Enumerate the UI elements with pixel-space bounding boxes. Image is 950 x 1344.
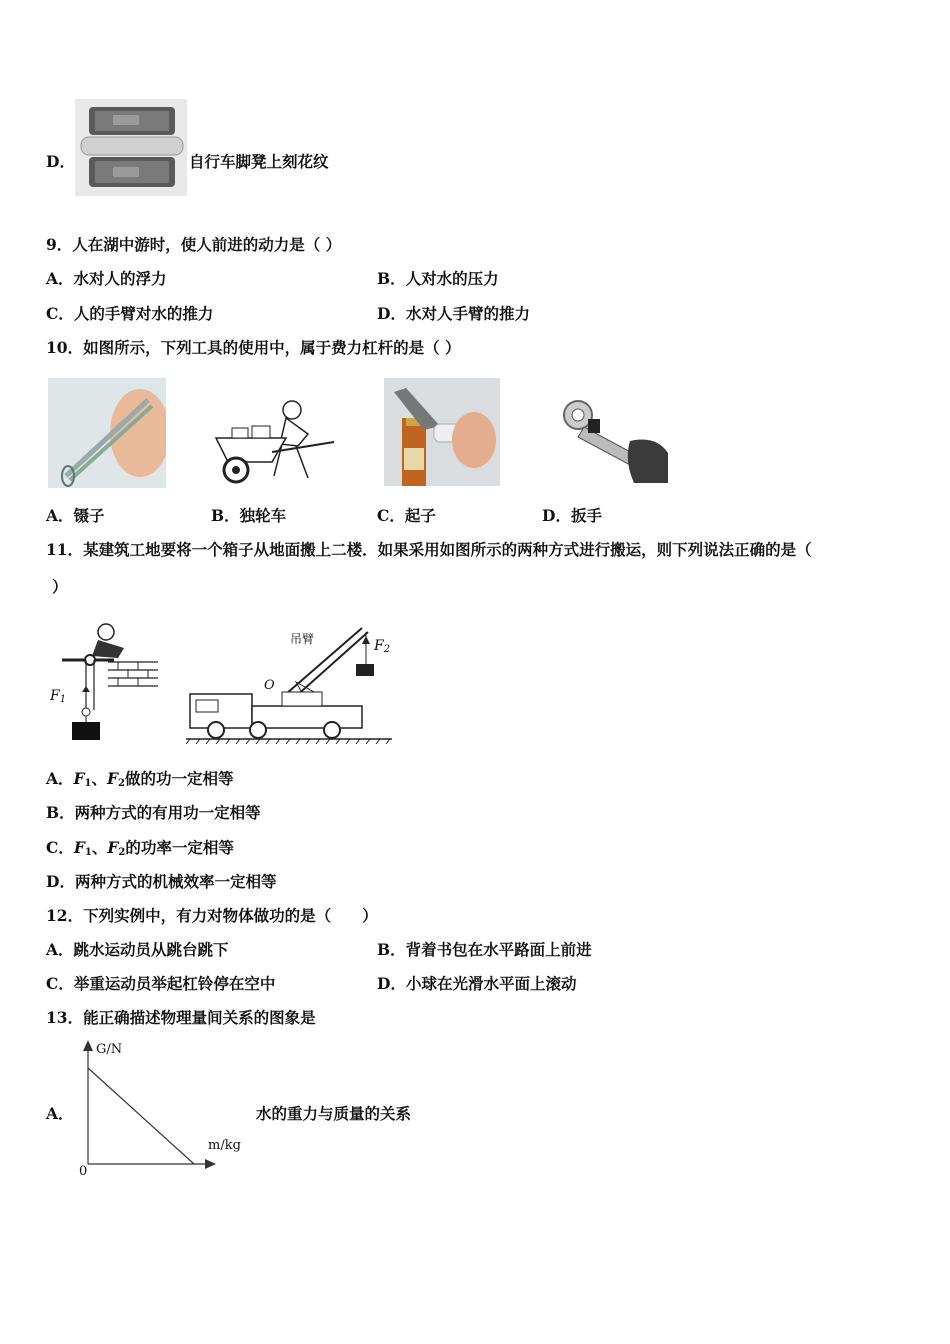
option-letter: C． — [46, 304, 74, 323]
option-letter: D． — [46, 872, 75, 891]
option-text: 人的手臂对水的推力 — [73, 304, 214, 323]
f2-letter: F — [374, 638, 384, 654]
q12-option-c — [46, 974, 275, 994]
option-text: 人对水的压力 — [405, 269, 499, 288]
q9-option-c — [46, 304, 213, 324]
force-f2: F — [107, 769, 119, 788]
wheelbarrow-image — [212, 396, 340, 488]
q12-option-b — [377, 940, 592, 960]
q9-stem: 9．人在湖中游时，使人前进的动力是（ ） — [46, 235, 342, 254]
q9-option-d — [377, 304, 530, 324]
q11-option-a — [46, 769, 234, 794]
q10-option-a — [46, 506, 105, 526]
force-f2: F — [107, 838, 119, 857]
force-f1: F — [73, 769, 85, 788]
q11-option-b — [46, 803, 261, 823]
bottle-opener-image — [384, 378, 500, 486]
separator: 、 — [91, 769, 108, 788]
option-letter: B． — [377, 269, 406, 288]
wrench-image — [560, 397, 670, 483]
q12-stem: 12．下列实例中，有力对物体做功的是（ ） — [46, 906, 378, 925]
q11-option-d — [46, 872, 276, 892]
option-text: 举重运动员举起杠铃停在空中 — [73, 974, 276, 993]
option-text: 镊子 — [73, 506, 105, 525]
weight-mass-graph — [66, 1038, 256, 1186]
option-text: 两种方式的有用功一定相等 — [74, 803, 261, 822]
option-letter: A． — [46, 769, 74, 788]
x-axis-label: m/kg — [208, 1138, 241, 1153]
q10-option-c — [377, 506, 436, 526]
option-letter: D． — [377, 974, 406, 993]
option-letter: C． — [46, 974, 74, 993]
q11-stem: 11．某建筑工地要将一个箱子从地面搬上二楼．如果采用如图所示的两种方式进行搬运，则下列说法正确的是（ — [46, 540, 812, 559]
option-letter: B． — [211, 506, 240, 525]
option-letter: D． — [542, 506, 571, 525]
separator: 、 — [91, 838, 108, 857]
crane-truck-figure — [186, 622, 392, 744]
option-letter: C． — [377, 506, 405, 525]
force-f2-sub: 2 — [118, 847, 126, 858]
y-axis-label: G/N — [96, 1042, 123, 1057]
option-letter: A． — [46, 940, 74, 959]
origin-label: 0 — [79, 1164, 88, 1179]
option-letter: B． — [46, 803, 75, 822]
q12-option-a — [46, 940, 229, 960]
f2-subscript: 2 — [383, 644, 391, 655]
q10-option-b — [211, 506, 286, 526]
q10-option-d — [542, 506, 602, 526]
option-text: 起子 — [404, 506, 436, 525]
force-f1: F — [73, 838, 85, 857]
q11-stem-end: ） — [52, 577, 68, 596]
q9-option-a — [46, 269, 167, 289]
f1-subscript: 1 — [59, 694, 67, 705]
q11-option-c — [46, 838, 234, 863]
option-letter: C． — [46, 838, 74, 857]
q9-option-b — [377, 269, 499, 289]
tweezers-image — [48, 378, 166, 488]
force-f2-sub: 2 — [118, 778, 126, 789]
f1-label — [50, 688, 66, 705]
q13-option-a-text: 水的重力与质量的关系 — [256, 1104, 412, 1123]
option-text: 背着书包在水平路面上前进 — [405, 940, 592, 959]
pulley-worker-figure — [48, 618, 162, 744]
option-letter: A． — [46, 269, 74, 288]
option-letter: D． — [377, 304, 406, 323]
q8-option-d-letter: D． — [46, 152, 75, 171]
force-f1-sub: 1 — [84, 847, 92, 858]
q10-stem: 10．如图所示，下列工具的使用中，属于费力杠杆的是（ ） — [46, 338, 461, 357]
option-text: 做的功一定相等 — [125, 769, 234, 788]
option-text: 水对人手臂的推力 — [405, 304, 530, 323]
f1-letter: F — [50, 688, 60, 704]
option-letter: A． — [46, 506, 74, 525]
option-text: 独轮车 — [239, 506, 287, 525]
q8-option-d-text: 自行车脚凳上刻花纹 — [189, 152, 329, 171]
q13-stem: 13．能正确描述物理量间关系的图象是 — [46, 1008, 316, 1027]
option-text: 两种方式的机械效率一定相等 — [74, 872, 277, 891]
bicycle-pedal-image — [75, 99, 187, 196]
option-text: 扳手 — [570, 506, 602, 525]
option-text: 水对人的浮力 — [73, 269, 167, 288]
pivot-o-label: O — [264, 678, 275, 693]
option-text: 的功率一定相等 — [125, 838, 234, 857]
f2-label — [374, 638, 390, 655]
q12-option-d — [377, 974, 576, 994]
force-f1-sub: 1 — [84, 778, 92, 789]
q13-option-a-letter: A． — [46, 1104, 74, 1123]
option-letter: B． — [377, 940, 406, 959]
crane-arm-label: 吊臂 — [290, 632, 315, 646]
option-text: 小球在光滑水平面上滚动 — [405, 974, 577, 993]
option-text: 跳水运动员从跳台跳下 — [73, 940, 229, 959]
